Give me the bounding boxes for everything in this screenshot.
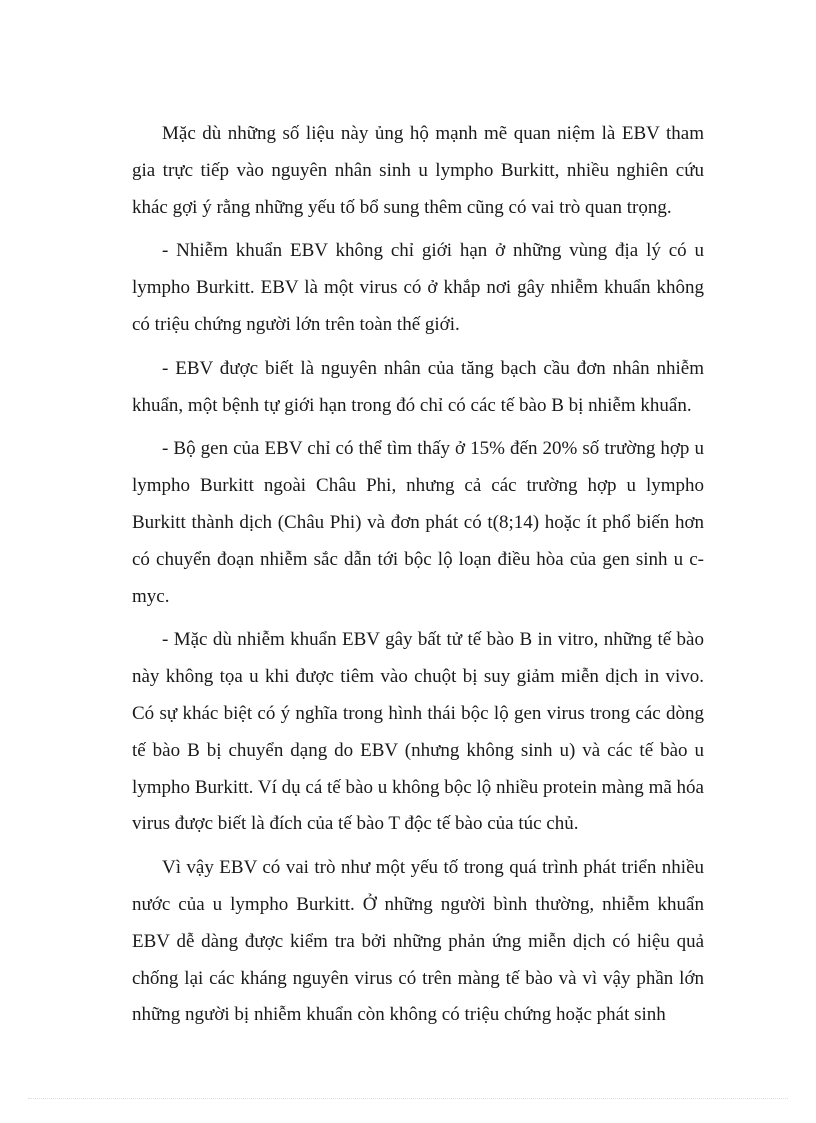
paragraph-5: - Mặc dù nhiễm khuẩn EBV gây bất tử tế bào B in vitro, những tế bào này không tọa u khi được tiêm vào chuột bị suy giảm miễn dịch in vivo. Có sự khác biệt có ý nghĩa trong hình thái bộc lộ gen virus trong các dòng tế bào B bị chuyển dạng do EBV (nhưng không sinh u) và các tế bào u lympho Burkitt. Ví dụ cá tế bào u không bộc lộ nhiều protein màng mã hóa virus được biết là đích của tế bào T độc tế bào của túc chủ.	[132, 629, 704, 835]
document-body	[132, 116, 704, 1034]
paragraph-3: - EBV được biết là nguyên nhân của tăng bạch cầu đơn nhân nhiễm khuẩn, một bệnh tự giới hạn trong đó chỉ có các tế bào B bị nhiễm khuẩn.	[132, 357, 704, 416]
paragraph-2: - Nhiễm khuẩn EBV không chỉ giới hạn ở những vùng địa lý có u lympho Burkitt. EBV là một virus có ở khắp nơi gây nhiễm khuẩn không có triệu chứng người lớn trên toàn thế giới.	[132, 240, 704, 335]
page-bottom-divider	[28, 1098, 788, 1099]
paragraph-6: Vì vậy EBV có vai trò như một yếu tố trong quá trình phát triển nhiều nước của u lympho Burkitt. Ở những người bình thường, nhiễm khuẩn EBV dễ dàng được kiểm tra bởi những phản ứng miễn dịch có hiệu quả chống lại các kháng nguyên virus có trên màng tế bào và vì vậy phần lớn những người bị nhiễm khuẩn còn không có triệu chứng hoặc phát sinh	[132, 857, 704, 1026]
paragraph-1: Mặc dù những số liệu này ủng hộ mạnh mẽ quan niệm là EBV tham gia trực tiếp vào nguyên nhân sinh u lympho Burkitt, nhiều nghiên cứu khác gợi ý rằng những yếu tố bổ sung thêm cũng có vai trò quan trọng.	[132, 123, 704, 218]
paragraph-4: - Bộ gen của EBV chỉ có thể tìm thấy ở 15% đến 20% số trường hợp u lympho Burkitt ngoài Châu Phi, nhưng cả các trường hợp u lympho Burkitt thành dịch (Châu Phi) và đơn phát có t(8;14) hoặc ít phổ biến hơn có chuyển đoạn nhiễm sắc dẫn tới bộc lộ loạn điều hòa của gen sinh u c-myc.	[132, 438, 704, 607]
